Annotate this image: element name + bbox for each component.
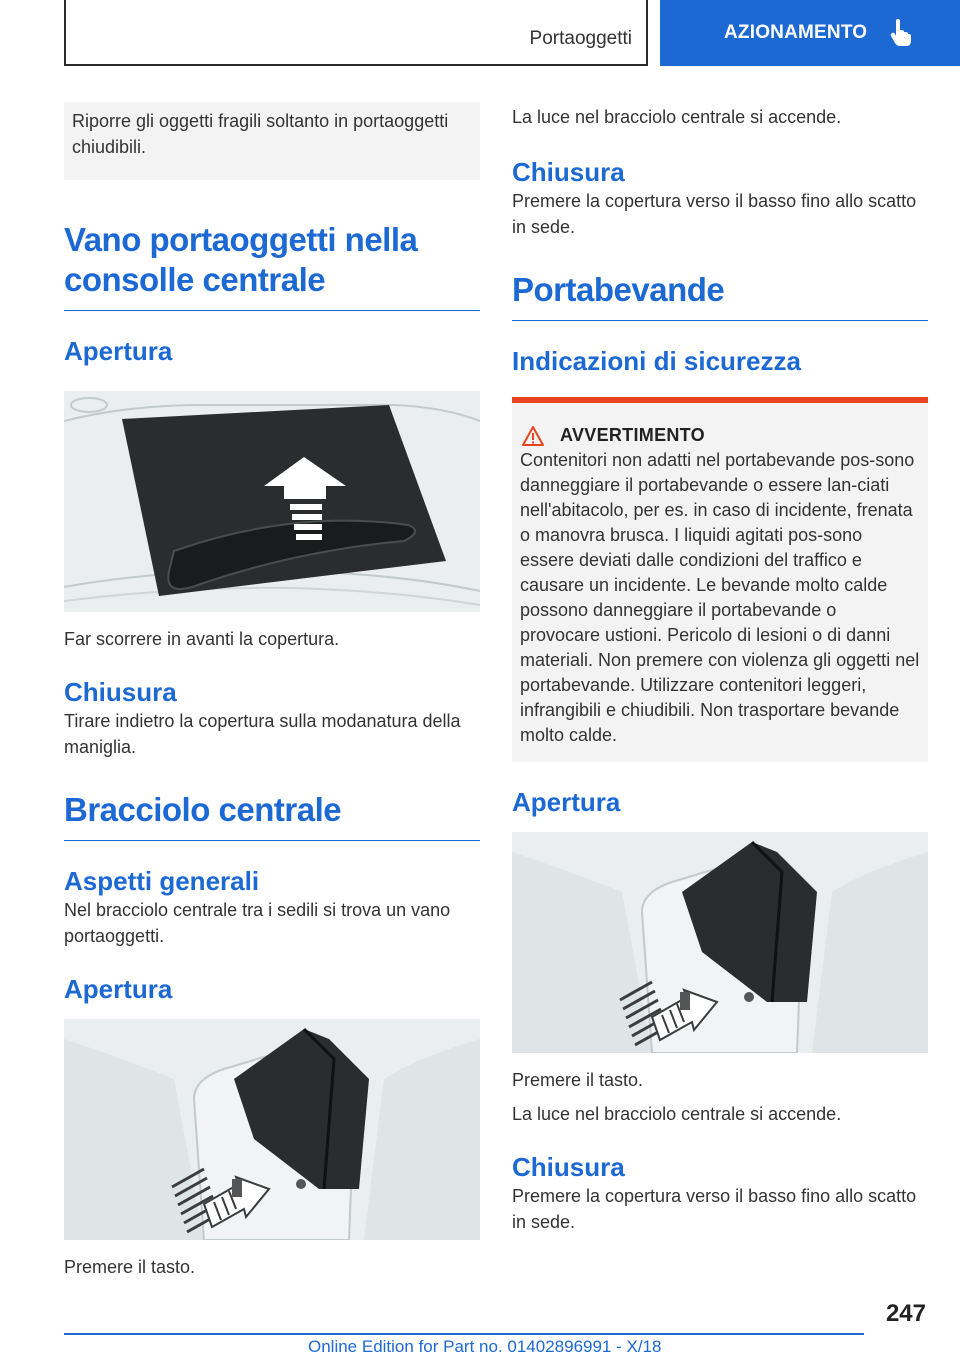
right-column <box>512 102 928 1235</box>
caption-slide-cover: Far scorrere in avanti la copertura. <box>64 629 340 649</box>
heading-apertura-cup-holder: Apertura <box>512 787 621 817</box>
warning-box <box>512 397 928 762</box>
text-light-on-1: La luce nel bracciolo centrale si accende. <box>512 107 842 127</box>
illustration-console-cover <box>64 391 480 612</box>
heading-chiusura-cup-holder: Chiusura <box>512 1152 625 1182</box>
heading-armrest: Bracciolo centrale <box>64 790 480 841</box>
warning-title: AVVERTIMENTO <box>560 425 705 445</box>
text-chiusura-armrest: Premere la copertura verso il basso fino allo scatto in sede. <box>512 191 917 237</box>
page-header <box>0 0 960 66</box>
heading-general-aspects: Aspetti generali <box>64 866 260 896</box>
text-chiusura-cup-holder: Premere la copertura verso il basso fino allo scatto in sede. <box>512 1186 917 1232</box>
heading-console-storage: Vano portaoggetti nella consolle centrale <box>64 220 480 311</box>
footer-edition: Online Edition for Part no. 01402896991 - X/18 <box>308 1337 662 1356</box>
text-chiusura-console: Tirare indietro la copertura sulla modanatura della maniglia. <box>64 711 461 757</box>
text-light-on-2: La luce nel bracciolo centrale si accende. <box>512 1104 842 1124</box>
warning-title-row <box>512 403 928 448</box>
warning-text: Contenitori non adatti nel portabevande pos-sono danneggiare il portabevande o essere lan-ciati nell'abitacolo, per es. in caso di incidente, frenata o manovra brusca. I liquidi agitati pos-sono essere deviati dalle condizioni del traffico e causare un incidente. Le bevande molto calde possono danneggiare il portabevande o provocare ustioni. Pericolo di lesioni o di danni materiali. Non premere con violenza gli oggetti nel portabevande. Utilizzare contenitori leggeri, infrangibili e chiudibili. Non trasportare bevande molto calde. <box>520 450 920 745</box>
left-column <box>64 102 480 1280</box>
header-chapter-tab <box>660 0 960 66</box>
text-general-aspects: Nel bracciolo centrale tra i sedili si trova un vano portaoggetti. <box>64 900 451 946</box>
fragile-note: Riporre gli oggetti fragili soltanto in portaoggetti chiudibili. <box>64 102 480 180</box>
warning-triangle-icon <box>522 426 544 446</box>
heading-apertura-console: Apertura <box>64 336 173 366</box>
heading-chiusura-armrest: Chiusura <box>512 157 625 187</box>
caption-press-button-2: Premere il tasto. <box>512 1070 644 1090</box>
page-number: 247 <box>885 1300 926 1327</box>
heading-safety-notes: Indicazioni di sicurezza <box>512 346 801 376</box>
heading-cup-holder: Portabevande <box>512 270 928 321</box>
header-chapter-label: AZIONAMENTO <box>724 22 868 43</box>
heading-apertura-armrest: Apertura <box>64 974 173 1004</box>
illustration-armrest-button <box>64 1019 480 1240</box>
illustration-armrest-button-2 <box>512 832 928 1053</box>
caption-press-button-1: Premere il tasto. <box>64 1257 196 1277</box>
header-section-title: Portaoggetti <box>529 28 632 49</box>
header-section-box <box>64 0 648 66</box>
heading-chiusura-console: Chiusura <box>64 677 177 707</box>
footer-divider <box>64 1333 864 1335</box>
hand-pointer-icon <box>889 19 913 47</box>
